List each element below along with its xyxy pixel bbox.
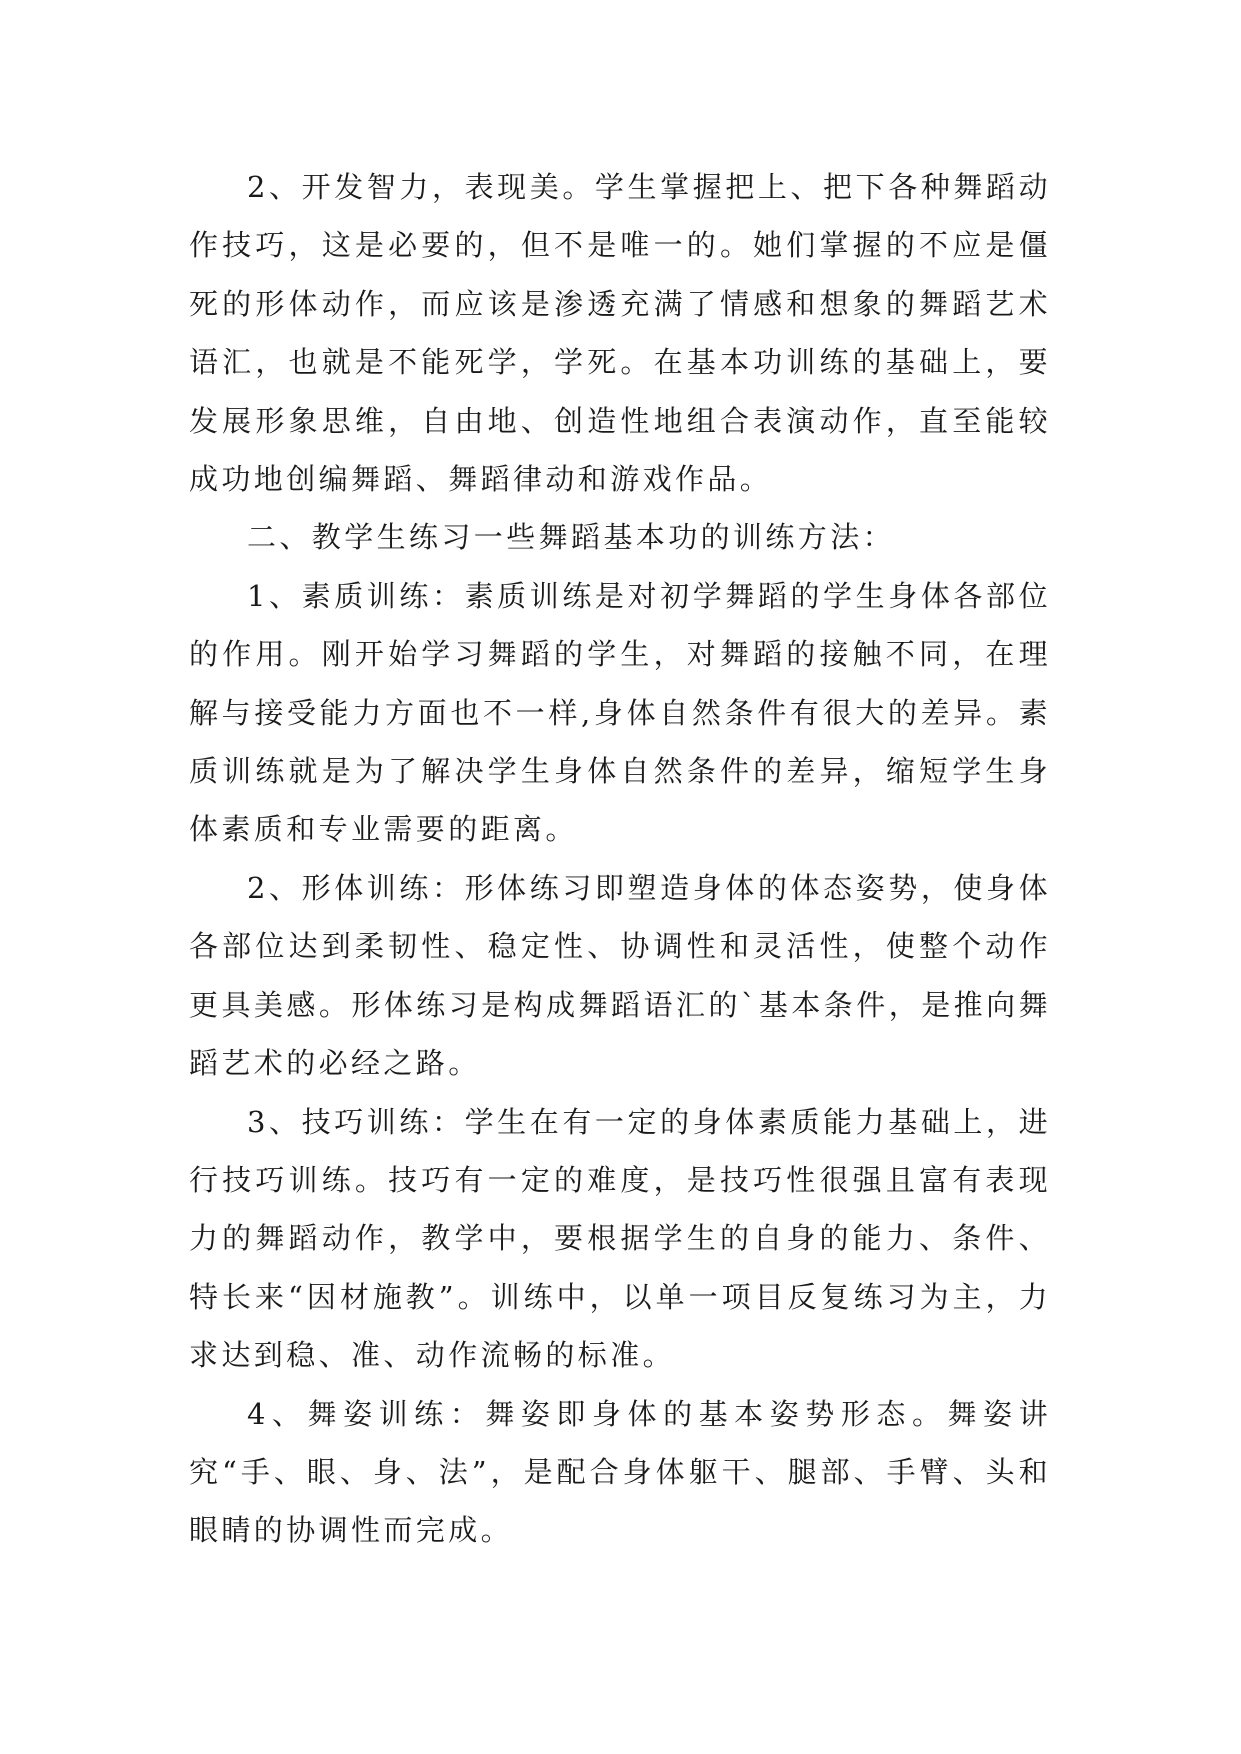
document-body [189, 158, 1051, 1560]
paragraph-body-training: 2、形体训练：形体练习即塑造身体的体态姿势，使身体各部位达到柔韧性、稳定性、协调性和灵活性，使整个动作更具美感。形体练习是构成舞蹈语汇的`基本条件，是推向舞蹈艺术的必经之路。 [189, 870, 1051, 1081]
paragraph-intellect-beauty: 2、开发智力，表现美。学生掌握把上、把下各种舞蹈动作技巧，这是必要的，但不是唯一的。她们掌握的不应是僵死的形体动作，而应该是渗透充满了情感和想象的舞蹈艺术语汇，也就是不能死学，学死。在基本功训练的基础上，要发展形象思维，自由地、创造性地组合表演动作，直至能较成功地创编舞蹈、舞蹈律动和游戏作品。 [189, 170, 1051, 497]
paragraph-quality-training: 1、素质训练：素质训练是对初学舞蹈的学生身体各部位的作用。刚开始学习舞蹈的学生，对舞蹈的接触不同，在理解与接受能力方面也不一样,身体自然条件有很大的差异。素质训练就是为了解决学生身体自然条件的差异，缩短学生身体素质和专业需要的距离。 [189, 578, 1051, 847]
section-heading-training-methods: 二、教学生练习一些舞蹈基本功的训练方法： [247, 520, 896, 555]
paragraph-posture-training: 4、舞姿训练：舞姿即身体的基本姿势形态。舞姿讲究“手、眼、身、法”，是配合身体躯干、腿部、手臂、头和眼睛的协调性而完成。 [189, 1396, 1051, 1548]
paragraph-skill-training: 3、技巧训练：学生在有一定的身体素质能力基础上，进行技巧训练。技巧有一定的难度，是技巧性很强且富有表现力的舞蹈动作，教学中，要根据学生的自身的能力、条件、特长来“因材施教”。训练中，以单一项目反复练习为主，力求达到稳、准、动作流畅的标准。 [189, 1104, 1051, 1373]
